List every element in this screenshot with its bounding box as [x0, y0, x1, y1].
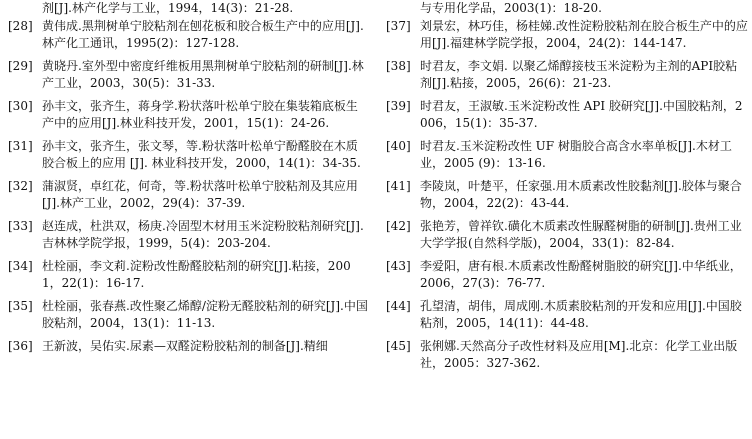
- reference-text: 孔望清，胡伟，周成刚.木质素胶粘剂的开发和应用[J].中国胶粘剂，2005，14(11)：44-48.: [420, 298, 742, 330]
- reference-entry-38: [386, 58, 748, 93]
- reference-text: 杜栓丽，李文莉.淀粉改性酚醛胶粘剂的研究[J].粘接，2001，22(1)：16-17.: [42, 258, 351, 290]
- reference-number: [31]: [8, 138, 33, 153]
- reference-number: [32]: [8, 178, 33, 193]
- reference-number: [45]: [386, 338, 411, 353]
- reference-entry-34: [8, 258, 368, 293]
- reference-text: 张艳芳，曾祥钦.磺化木质素改性脲醛树脂的研制[J].贵州工业大学学报(自然科学版)，2004，33(1)：82-84.: [420, 218, 742, 250]
- reference-number: [39]: [386, 98, 411, 113]
- reference-entry-28: [8, 18, 368, 53]
- reference-number: [38]: [386, 58, 411, 73]
- reference-text: 张俐娜.天然高分子改性材料及应用[M].北京：化学工业出版社，2005：327-362.: [420, 338, 738, 370]
- reference-entry-29: [8, 58, 368, 93]
- reference-text: 李爱阳，唐有根.木质素改性酚醛树脂胶的研究[J].中华纸业，2006，27(3)：76-77.: [420, 258, 742, 290]
- reference-entry-43: [386, 258, 748, 293]
- left-reference-column: [8, 0, 368, 360]
- reference-entry-33: [8, 218, 368, 253]
- reference-number: [33]: [8, 218, 33, 233]
- reference-text: 孙丰文，张齐生，蒋身学.粉状落叶松单宁胶在集装箱底板生产中的应用[J].林业科技开发，2001，15(1)：24-26.: [42, 98, 358, 130]
- reference-continuation: 剂[J].林产化学与工业，1994，14(3)：21-28.: [42, 1, 294, 15]
- reference-text: 王新波，吴佑实.尿素—双醛淀粉胶粘剂的制备[J].精细: [42, 338, 328, 353]
- reference-number: [29]: [8, 58, 33, 73]
- reference-text: 时君友，王淑敏.玉米淀粉改性 API 胶研究[J].中国胶粘剂，2006，15(1)：35-37.: [420, 98, 743, 130]
- reference-entry-41: [386, 178, 748, 213]
- reference-number: [40]: [386, 138, 411, 153]
- reference-number: [28]: [8, 18, 33, 33]
- reference-entry-44: [386, 298, 748, 333]
- reference-text: 时君友.玉米淀粉改性 UF 树脂胶合高含水率单板[J].木材工业，2005 (9)：13-16.: [420, 138, 732, 170]
- reference-entry-37: [386, 18, 748, 53]
- reference-number: [34]: [8, 258, 33, 273]
- reference-number: [36]: [8, 338, 33, 353]
- reference-number: [37]: [386, 18, 411, 33]
- reference-entry-36: [8, 338, 368, 356]
- reference-number: [41]: [386, 178, 411, 193]
- reference-entry-42: [386, 218, 748, 253]
- reference-number: [35]: [8, 298, 33, 313]
- reference-text: 李陵岚，叶楚平，任家强.用木质素改性胶黏剂[J].胶体与聚合物，2004，22(2)：43-44.: [420, 178, 742, 210]
- right-reference-column: [386, 0, 748, 378]
- reference-text: 杜栓丽，张春燕.改性聚乙烯醇/淀粉无醛胶粘剂的研究[J].中国胶粘剂，2004，13(1)：11-13.: [42, 298, 368, 330]
- reference-continuation: 与专用化学品，2003(1)：18-20.: [420, 1, 602, 15]
- reference-number: [44]: [386, 298, 411, 313]
- reference-entry-40: [386, 138, 748, 173]
- reference-text: 黄晓丹.室外型中密度纤维板用黑荆树单宁胶粘剂的研制[J].林产工业，2003，30(5)：31-33.: [42, 58, 364, 90]
- reference-number: [30]: [8, 98, 33, 113]
- reference-number: [42]: [386, 218, 411, 233]
- reference-text: 时君友，李文娟. 以聚乙烯醇接枝玉米淀粉为主剂的API胶粘剂[J].粘接，2005，26(6)：21-23.: [420, 58, 738, 90]
- reference-text: 刘景宏，林巧佳，杨桂娣.改性淀粉胶粘剂在胶合板生产中的应用[J].福建林学院学报，2004，24(2)：144-147.: [420, 18, 748, 50]
- reference-entry-32: [8, 178, 368, 213]
- reference-entry-35: [8, 298, 368, 333]
- reference-entry-45: [386, 338, 748, 373]
- reference-text: 蒲淑贤，卓红花，何奇，等.粉状落叶松单宁胶粘剂及其应用[J].林产工业，2002，29(4)：37-39.: [42, 178, 358, 210]
- reference-text: 赵连成，杜洪双，杨庚.冷固型木材用玉米淀粉胶粘剂研究[J].吉林林学院学报，1999，5(4)：203-204.: [42, 218, 364, 250]
- reference-number: [43]: [386, 258, 411, 273]
- reference-entry-30: [8, 98, 368, 133]
- reference-entry-31: [8, 138, 368, 173]
- reference-text: 黄伟成.黑荆树单宁胶粘剂在刨花板和胶合板生产中的应用[J].林产化工通讯，1995(2)：127-128.: [42, 18, 364, 50]
- reference-entry-39: [386, 98, 748, 133]
- reference-text: 孙丰文，张齐生，张文琴，等.粉状落叶松单宁酚醛胶在木质胶合板上的应用 [J]. 林业科技开发，2000，14(1)：34-35.: [42, 138, 361, 170]
